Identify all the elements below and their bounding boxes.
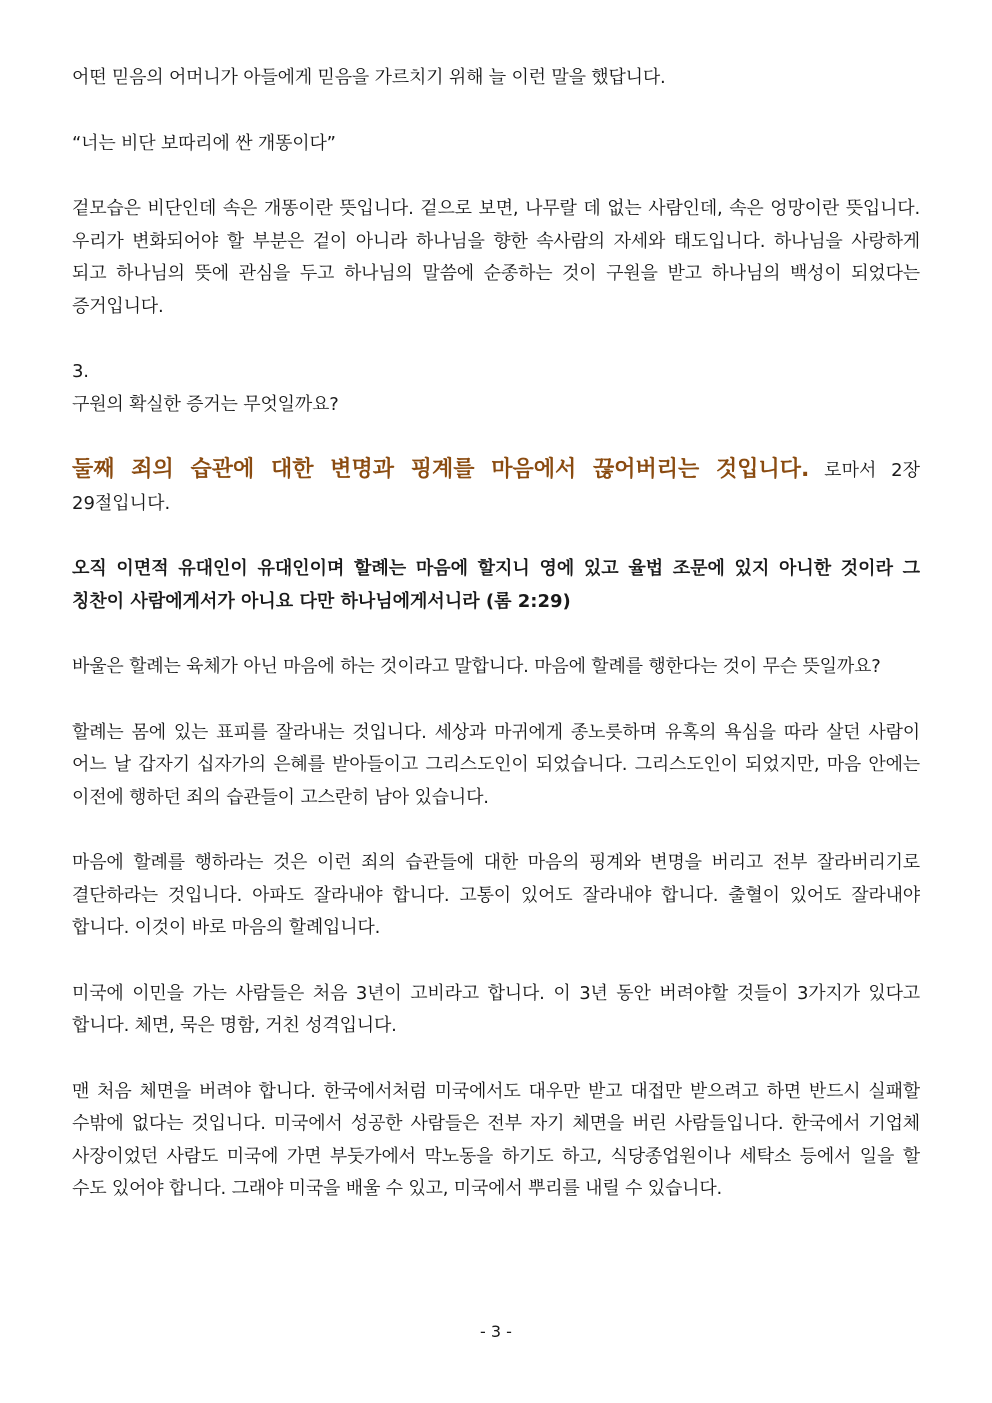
highlight-text: 둘째 죄의 습관에 대한 변명과 핑계를 마음에서 끊어버리는 것입니다. — [72, 457, 810, 482]
paragraph-6: 마음에 할례를 행하라는 것은 이런 죄의 습관들에 대한 마음의 핑계와 변명을 버리고 전부 잘라버리기로 결단하라는 것입니다. 아파도 잘라내야 합니다. 고통이 있어도 잘라내야 합니다. 출혈이 있어도 잘라내야 합니다. 이것이 바로 마음의 할례입니다. — [72, 852, 920, 938]
section-question: 구원의 확실한 증거는 무엇일까요? — [72, 393, 339, 415]
paragraph-5: 할례는 몸에 있는 표피를 잘라내는 것입니다. 세상과 마귀에게 종노릇하며 유혹의 욕심을 따라 살던 사람이 어느 날 갑자기 십자가의 은혜를 받아들이고 그리스도인이 되었습니다. 그리스도인이 되었지만, 마음 안에는 이전에 행하던 죄의 습관들이 고스란히 남아 있습니다. — [72, 721, 920, 808]
quote-paragraph: “너는 비단 보따리에 싼 개똥이다” — [72, 132, 336, 154]
highlight-reference: 로마서 2장 29절입니다. — [72, 460, 920, 514]
paragraph-8: 맨 처음 체면을 버려야 합니다. 한국에서처럼 미국에서도 대우만 받고 대접만 받으려고 하면 반드시 실패할 수밖에 없다는 것입니다. 미국에서 성공한 사람들은 전부 자기 체면을 버린 사람들입니다. 한국에서 기업체 사장이었던 사람도 미국에 가면 부둣가에서 막노동을 하기도 하고, 식당종업원이나 세탁소 등에서 일을 할 수도 있어야 합니다. 그래야 미국을 배울 수 있고, 미국에서 뿌리를 내릴 수 있습니다. — [72, 1080, 920, 1199]
page-number: - 3 - — [480, 1322, 512, 1341]
highlight-paragraph — [72, 454, 920, 520]
paragraph-7: 미국에 이민을 가는 사람들은 처음 3년이 고비라고 합니다. 이 3년 동안 버려야할 것들이 3가지가 있다고 합니다. 체면, 묵은 명함, 거친 성격입니다. — [72, 982, 920, 1036]
section-number: 3. — [72, 361, 89, 382]
scripture-quote: 오직 이면적 유대인이 유대인이며 할례는 마음에 할지니 영에 있고 율법 조문에 있지 아니한 것이라 그 칭찬이 사람에게서가 아니요 다만 하나님에게서니라 (롬 2:29) — [72, 558, 920, 612]
paragraph-1: 어떤 믿음의 어머니가 아들에게 믿음을 가르치기 위해 늘 이런 말을 했답니다. — [72, 67, 666, 88]
paragraph-3: 겉모습은 비단인데 속은 개똥이란 뜻입니다. 겉으로 보면, 나무랄 데 없는 사람인데, 속은 엉망이란 뜻입니다. 우리가 변화되어야 할 부분은 겉이 아니라 하나님을 향한 속사람의 자세와 태도입니다. 하나님을 사랑하게 되고 하나님의 뜻에 관심을 두고 하나님의 말씀에 순종하는 것이 구원을 받고 하나님의 백성이 되었다는 증거입니다. — [72, 198, 920, 317]
paragraph-4: 바울은 할례는 육체가 아닌 마음에 하는 것이라고 말합니다. 마음에 할례를 행한다는 것이 무슨 뜻일까요? — [72, 656, 881, 677]
document-body — [72, 62, 920, 1239]
